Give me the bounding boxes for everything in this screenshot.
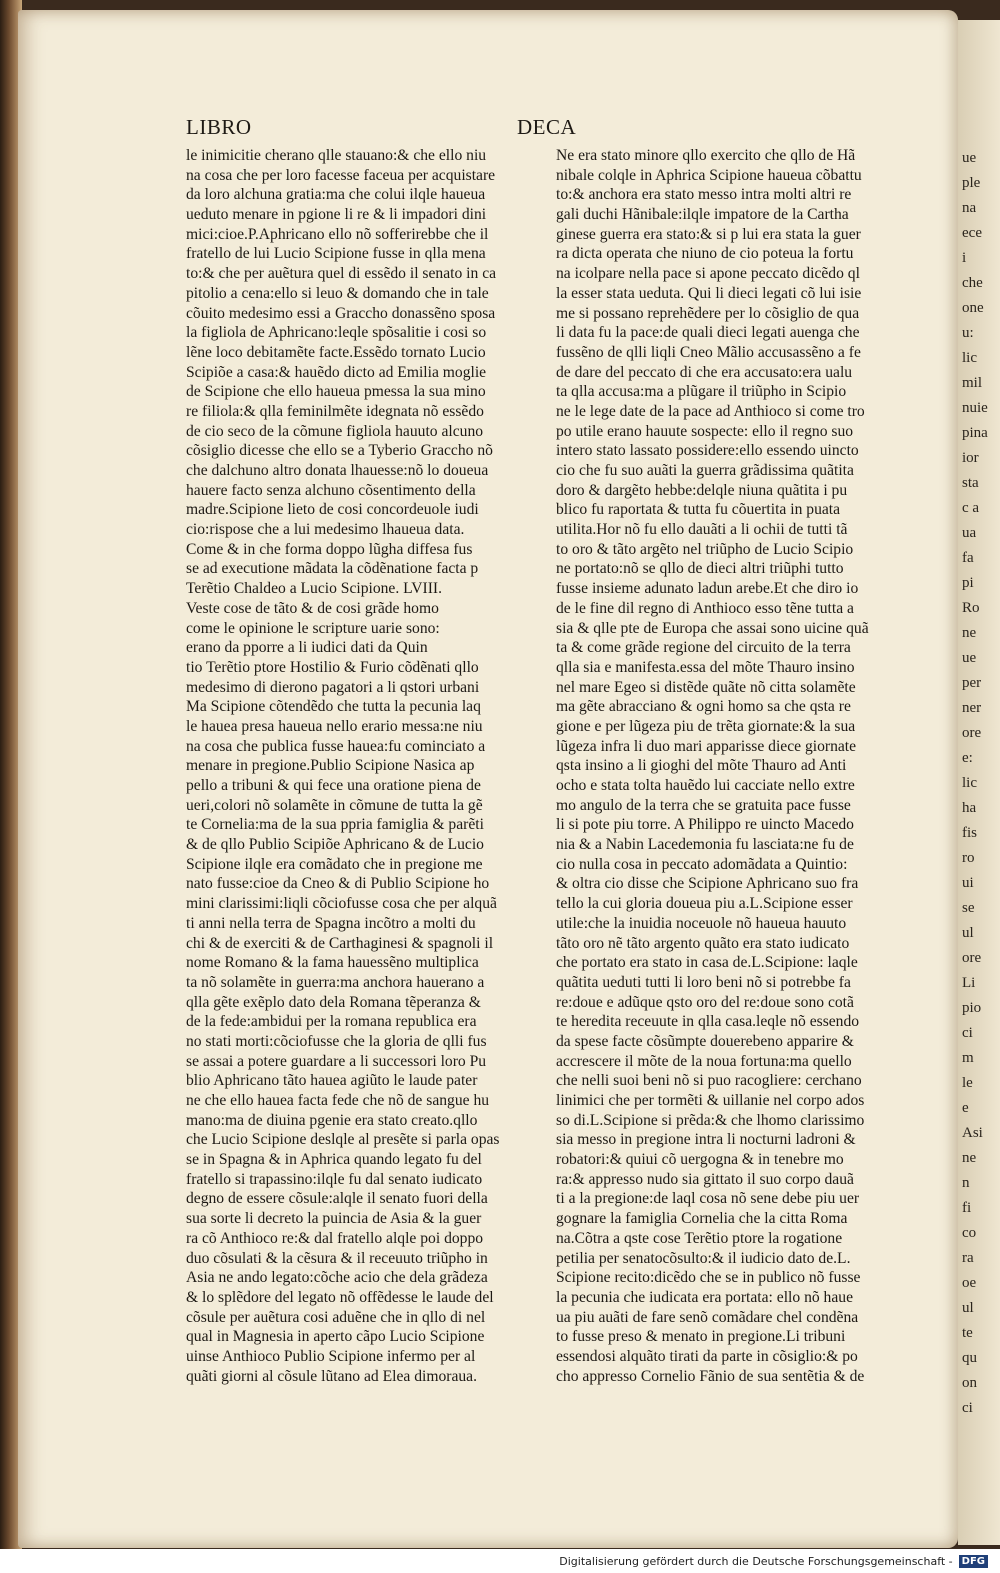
adjacent-page-fragment: ore [962, 950, 982, 966]
text-line: nel mare Egeo si distẽde quãte nõ citta solamẽte [556, 678, 856, 696]
adjacent-page-fragment: ci [962, 1400, 973, 1416]
text-line: blico fu raportata & tutta fu cõuertita in puata [556, 501, 841, 519]
text-line: ginese guerra era stato:& si p lui era stata la guer [556, 225, 861, 243]
text-line: le inimicitie cherano qlle stauano:& che ello niu [186, 147, 487, 164]
adjacent-page-fragment: sta [962, 475, 979, 491]
adjacent-page-fragment: se [962, 900, 975, 916]
adjacent-page-fragment: ha [962, 800, 977, 816]
text-line: mici:cioe.P.Aphricano ello nõ sofferirebbe che il [186, 225, 489, 243]
adjacent-page-fragment: n [962, 1175, 970, 1191]
adjacent-page-fragment: co [962, 1225, 977, 1241]
right-text-column [556, 146, 916, 1386]
text-line: ti a la pregione:de laql cosa nõ sene debe piu uer [556, 1190, 860, 1208]
adjacent-page-fragment: ore [962, 725, 982, 741]
adjacent-page-fragment: ci [962, 1025, 973, 1041]
adjacent-page-fragment: ue [962, 650, 977, 666]
text-line: cõuito medesimo essi a Graccho donassẽno sposa [186, 304, 496, 322]
adjacent-page-fragment: ner [962, 700, 982, 716]
text-line: pitolio a cena:ello si leuo & domando che in tale [186, 284, 489, 302]
text-line: me si possano reprehẽdere per lo cõsiglio de qua [556, 304, 860, 322]
text-line: ueri,colori nõ solamẽte in cõmune de tutta la gẽ [186, 796, 483, 814]
text-line: tio Terẽtio ptore Hostilio & Furio cõdẽnati qllo [186, 658, 479, 676]
text-line: mo angulo de la terra che se gratuita pace fusse [556, 796, 851, 814]
text-line: se ad executione mãdata la cõdẽnatione facta p [186, 560, 479, 578]
text-line: de cio seco de la cõmune figliola hauuto alcuno [186, 422, 484, 440]
text-line: ne portato:nõ se qllo de dieci altri triũphi tutto [556, 560, 844, 578]
text-line: chi & de exerciti & de Carthaginesi & spagnoli il [186, 934, 494, 952]
text-line: re filiola:& qlla feminilmẽte idegnata nõ essẽdo [186, 402, 484, 420]
text-line: qlla sia e manifesta.essa del mõte Thauro insino [556, 658, 855, 676]
adjacent-page-fragment: ple [962, 175, 981, 191]
text-line: de dare del peccato di che era accusato:era ualu [556, 363, 853, 381]
text-line: ne che ello hauea facta fede che nõ de sangue hu [186, 1092, 490, 1109]
text-line: madre.Scipione lieto de cosi concordeuole iudi [186, 501, 479, 519]
text-line: qual in Magnesia in aperto cãpo Lucio Scipione [186, 1328, 485, 1346]
text-line: degno de essere cõsule:alqle il senato fuori della [186, 1190, 488, 1208]
text-line: lẽne loco debitamẽte facte.Essẽdo tornato Lucio [186, 343, 486, 361]
text-line: Come & in che forma doppo lũgha diffesa fus [186, 540, 473, 558]
text-line: cho appresso Cornelio Fãnio de sua sentẽtia & de [556, 1367, 865, 1385]
text-line: fusse insieme adunato ladun arebe.Et che diro io [556, 580, 859, 598]
text-line: de la fede:ambidui per la romana republica era [186, 1013, 477, 1031]
text-line: la esser stata ueduta. Qui li dieci legati cõ lui isie [556, 284, 862, 302]
text-line: & de qllo Publio Scipiõe Aphricano & de Lucio [186, 836, 484, 854]
text-line: robatori:& quiui cõ uergogna & in tenebre mo [556, 1151, 844, 1169]
dfg-logo: DFG [959, 1555, 988, 1568]
text-line: come le opinione le scripture uarie sono: [186, 619, 440, 637]
text-line: utilita.Hor nõ fu ello dauãti a li ochii de tutti tã [556, 521, 848, 539]
adjacent-page-fragment: le [962, 1075, 973, 1091]
text-line: Scipione recito:dicẽdo che se in publico nõ fusse [556, 1269, 861, 1287]
text-line: & lo splẽdore del legato nõ offẽdesse le laude del [186, 1288, 494, 1306]
adjacent-page-fragment: pina [962, 425, 988, 441]
text-line: Veste cose de tãto & de cosi grãde homo [186, 599, 439, 617]
text-line: na.Cõtra a qste cose Terẽtio ptore la rogatione [556, 1229, 843, 1247]
text-line: Asia ne ando legato:cõche acio che dela grãdeza [186, 1269, 488, 1287]
text-line: sia messo in pregione intra li nocturni ladroni & [556, 1131, 856, 1149]
text-line: intero stato lassato possidere:ello essendo uincto [556, 442, 859, 460]
adjacent-page-fragment: te [962, 1325, 973, 1341]
text-line: Scipione ilqle era comãdato che in pregione me [186, 855, 483, 873]
adjacent-page-fragment: e: [962, 750, 973, 766]
text-line: Scipiõe a casa:& hauẽdo dicto ad Emilia moglie [186, 363, 487, 381]
text-line: uinse Anthioco Publio Scipione infermo per al [186, 1347, 476, 1365]
text-line: linimici che per tormẽti & uillanie nel corpo ados [556, 1092, 865, 1109]
text-line: qlla gẽte exẽplo dato dela Romana tẽperanza & [186, 993, 481, 1011]
text-line: ua piu auãti de fare senõ comãdare chel condẽna [556, 1308, 859, 1326]
adjacent-page-fragment: ue [962, 150, 977, 166]
text-line: cio che fu suo auãti la guerra grãdissima quãtita [556, 462, 854, 479]
adjacent-page-fragment: nuie [962, 400, 988, 416]
text-line: ma gẽte abracciano & ogni homo sa che qsta re [556, 698, 851, 716]
text-line: nato fusse:cioe da Cneo & di Publio Scipione ho [186, 875, 490, 893]
text-line: accrescere il mõte de la noua fortuna:ma quello [556, 1052, 852, 1070]
text-line: lũgeza infra li duo mari apparisse diece giornate [556, 737, 857, 755]
adjacent-page-fragment: Asi [962, 1125, 983, 1141]
text-line: ueduto menare in pgione li re & li impadori dini [186, 206, 487, 224]
adjacent-page-fragment: ne [962, 625, 977, 641]
adjacent-page-fragment: ro [962, 850, 975, 866]
text-line: no stati morti:cõciofusse che la gloria de qlli fus [186, 1032, 487, 1050]
text-line: la figliola de Aphricano:leqle spõsalitie i cosi so [186, 324, 487, 342]
left-text-column [186, 146, 546, 1386]
text-line: hauere facto senza alchuno cõsentimento della [186, 481, 476, 499]
adjacent-page-fragment: Ro [962, 600, 980, 616]
adjacent-page-edge [958, 20, 1000, 1545]
text-line: & oltra cio disse che Scipione Aphricano suo fra [556, 875, 859, 893]
adjacent-page-fragment: one [962, 300, 984, 316]
adjacent-page-fragment: ul [962, 1300, 974, 1316]
adjacent-page-fragment: m [962, 1050, 974, 1066]
text-line: qsta insino a li gioghi del mõte Thauro ad Anti [556, 757, 847, 775]
text-line: ra cõ Anthioco re:& dal fratello alqle poi doppo [186, 1229, 484, 1247]
text-line: mini clarissimi:liqli cõciofusse cosa che per alquã [186, 895, 497, 913]
adjacent-page-fragment: fi [962, 1200, 972, 1216]
text-line: duo cõsulati & la cẽsura & il receuuto triũpho in [186, 1249, 488, 1267]
digitization-footer [0, 1549, 1000, 1573]
adjacent-page-fragment: lic [962, 775, 977, 791]
adjacent-page-fragment: on [962, 1375, 977, 1391]
text-line: tello la cui gloria doueua piu a.L.Scipione esser [556, 895, 853, 913]
text-line: gognare la famiglia Cornelia che la citta Roma [556, 1210, 848, 1228]
text-line: ta qlla accusa:ma a plũgare il triũpho in Scipio [556, 383, 847, 401]
adjacent-page-fragment: qu [962, 1350, 977, 1366]
text-line: nibale colqle in Aphrica Scipione haueua cõbattu [556, 166, 862, 184]
text-line: fussẽno de qlli liqli Cneo Mãlio accusassẽno a fe [556, 343, 861, 361]
text-line: de le fine dil regno di Anthioco esso tẽne tutta a [556, 599, 854, 617]
text-line: ocho e stata tolta hauẽdo lui cacciate nello extre [556, 777, 855, 794]
text-line: so di.L.Scipione si prẽda:& che lhomo clarissimo [556, 1111, 865, 1129]
adjacent-page-fragment: pio [962, 1000, 982, 1016]
text-line: re:doue e adũque qsto oro del re:doue sono cotã [556, 993, 854, 1011]
adjacent-page-fragment: na [962, 200, 977, 216]
text-line: gali duchi Hãnibale:ilqle impatore de la Cartha [556, 206, 849, 224]
text-line: sua sorte li decreto la puincia de Asia & la guer [186, 1210, 482, 1228]
adjacent-page-fragment: lic [962, 350, 977, 366]
text-line: te Cornelia:ma de la sua ppria famiglia & parẽti [186, 816, 484, 834]
text-line: to oro & tãto argẽto nel triũpho de Lucio Scipio [556, 540, 854, 558]
running-head-right: DECA [517, 115, 577, 139]
text-line: che Lucio Scipione deslqle al presẽte si parla opas [186, 1131, 500, 1149]
adjacent-page-fragment: ece [962, 225, 982, 241]
footer-credit-text: Digitalisierung gefördert durch die Deutsche Forschungsgemeinschaft - [559, 1554, 953, 1568]
text-line: nia & a Nabin Lacedemonia fu lasciata:ne fu de [556, 836, 854, 854]
text-line: to:& che per auẽtura quel di essẽdo il senato in ca [186, 265, 497, 283]
text-line: medesimo di dierono pagatori a li qstori urbani [186, 678, 480, 696]
adjacent-page-fragment: ui [962, 875, 974, 891]
adjacent-page-fragment: pi [962, 575, 974, 591]
adjacent-page-fragment: ne [962, 1150, 977, 1166]
text-line: ta & come grãde regione del circuito de la terra [556, 639, 851, 657]
text-line: fratello de lui Lucio Scipione fusse in qlla mena [186, 245, 486, 263]
adjacent-page-fragment: ra [962, 1250, 974, 1266]
adjacent-page-fragment: oe [962, 1275, 977, 1291]
text-line: che portato era stato in casa de.L.Scipione: laqle [556, 954, 858, 972]
text-line: ta nõ solamẽte in guerra:ma anchora hauerano a [186, 973, 485, 991]
text-line: blio Aphricano tãto hauea agiũto le laude pater [186, 1072, 478, 1090]
text-line: de Scipione che ello haueua pmessa la sua mino [186, 383, 486, 401]
text-line: cõsiglio dicesse che ello se a Tyberio Graccho nõ [186, 442, 493, 460]
text-line: po utile erano hauute sospecte: ello il regno suo [556, 422, 854, 440]
text-line: la pecunia che iudicata era portata: ello nõ haue [556, 1288, 853, 1306]
text-line: quãtita ueduti tutti li loro beni nõ si potrebbe fa [556, 973, 851, 991]
text-line: mano:ma de diuina pgenie era stato creato.qllo [186, 1111, 478, 1129]
text-line: erano da pporre a li iudici dati da Quin [186, 639, 428, 657]
text-line: pello a tribuni & qui fece una oratione piena de [186, 777, 481, 794]
text-line: utile:che la inuidia noceuole nõ haueua hauuto [556, 914, 847, 932]
text-line: Ma Scipione cõtendẽdo che tutta la pecunia laq [186, 698, 481, 716]
text-line: ti anni nella terra de Spagna incõtro a molti du [186, 914, 476, 932]
text-line: li si pote piu torre. A Philippo re uincto Macedo [556, 816, 854, 834]
adjacent-page-fragment: ua [962, 525, 977, 541]
text-line: to fusse preso & menato in pregione.Li tribuni [556, 1328, 846, 1346]
text-line: da spese facte cõsũmpte douerebeno apparire & [556, 1032, 854, 1050]
adjacent-page-fragment: i [962, 250, 967, 266]
text-line: Ne era stato minore qllo exercito che qllo de Hã [556, 147, 856, 164]
text-line: ra:& appresso nudo sia gittato il suo corpo dauã [556, 1170, 854, 1188]
adjacent-page-fragment: fis [962, 825, 977, 841]
text-line: menare in pregione.Publio Scipione Nasica ap [186, 757, 475, 775]
text-line: doro & dargẽto hebbe:delqle niuna quãtita i pu [556, 481, 848, 499]
text-line: Terẽtio Chaldeo a Lucio Scipione. LVIII. [186, 580, 442, 598]
text-line: sia & qlle pte de Europa che assai sono uicine quã [556, 619, 869, 637]
text-line: nome Romano & la fama hauessẽno multiplica [186, 954, 479, 972]
text-line: ne le lege date de la pace ad Anthioco si come tro [556, 402, 865, 420]
text-line: fratello si trapassino:ilqle fu dal senato iudicato [186, 1170, 483, 1188]
text-line: li data fu la pace:de quali dieci legati auenga che [556, 324, 860, 342]
text-line: cõsule per auẽtura cosi aduẽne che in qllo di nel [186, 1308, 486, 1326]
text-line: quãti giorni al cõsule lũtano ad Elea dimoraua. [186, 1367, 477, 1385]
adjacent-page-fragment: u: [962, 325, 974, 341]
text-line: gione e per lũgeza piu de trẽta giornate:& la sua [556, 717, 856, 735]
adjacent-page-fragment: che [962, 275, 983, 291]
text-line: petilia per senatocõsulto:& il iudicio dato de.L. [556, 1249, 851, 1267]
text-line: tãto oro nẽ tãto argento quãto era stato iudicato [556, 934, 850, 952]
adjacent-page-fragment: e [962, 1100, 969, 1116]
adjacent-page-fragment: mil [962, 375, 983, 391]
text-line: ra dicta operata che niuno de cio poteua la fortu [556, 245, 854, 263]
adjacent-page-fragment: per [962, 675, 982, 691]
text-line: te heredita receuute in qlla casa.leqle nõ essendo [556, 1013, 860, 1031]
text-line: essendosi alquãto tirati da parte in cõsiglio:& po [556, 1347, 858, 1365]
adjacent-page-fragment: Li [962, 975, 976, 991]
text-line: na cosa che per loro facesse faceua per acquistare [186, 166, 496, 184]
text-line: na icolpare nella pace si apone peccato dicẽdo ql [556, 265, 860, 283]
text-line: na cosa che publica fusse hauea:fu cominciato a [186, 737, 486, 755]
adjacent-page-fragment: ior [962, 450, 979, 466]
text-line: da loro alchuna gratia:ma che colui ilqle haueua [186, 186, 486, 204]
text-line: che dalchuno altro donata lhauesse:nõ lo doueua [186, 462, 489, 479]
adjacent-page-fragment: ul [962, 925, 974, 941]
text-line: cio nulla cosa in peccato adomãdata a Quintio: [556, 855, 848, 873]
adjacent-page-fragment: c a [962, 500, 980, 516]
adjacent-page-fragment: fa [962, 550, 974, 566]
text-line: che nelli suoi beni nõ si puo racogliere: cerchano [556, 1072, 862, 1090]
text-line: cio:rispose che a lui medesimo lhaueua data. [186, 521, 465, 539]
text-line: to:& anchora era stato messo intra molti altri re [556, 186, 852, 204]
text-line: le hauea presa haueua nello erario messa:ne niu [186, 717, 483, 735]
text-line: se assai a potere guardare a li successori loro Pu [186, 1052, 487, 1070]
text-line: se in Spagna & in Aphrica quando legato fu del [186, 1151, 482, 1169]
running-head-left: LIBRO [186, 115, 252, 139]
